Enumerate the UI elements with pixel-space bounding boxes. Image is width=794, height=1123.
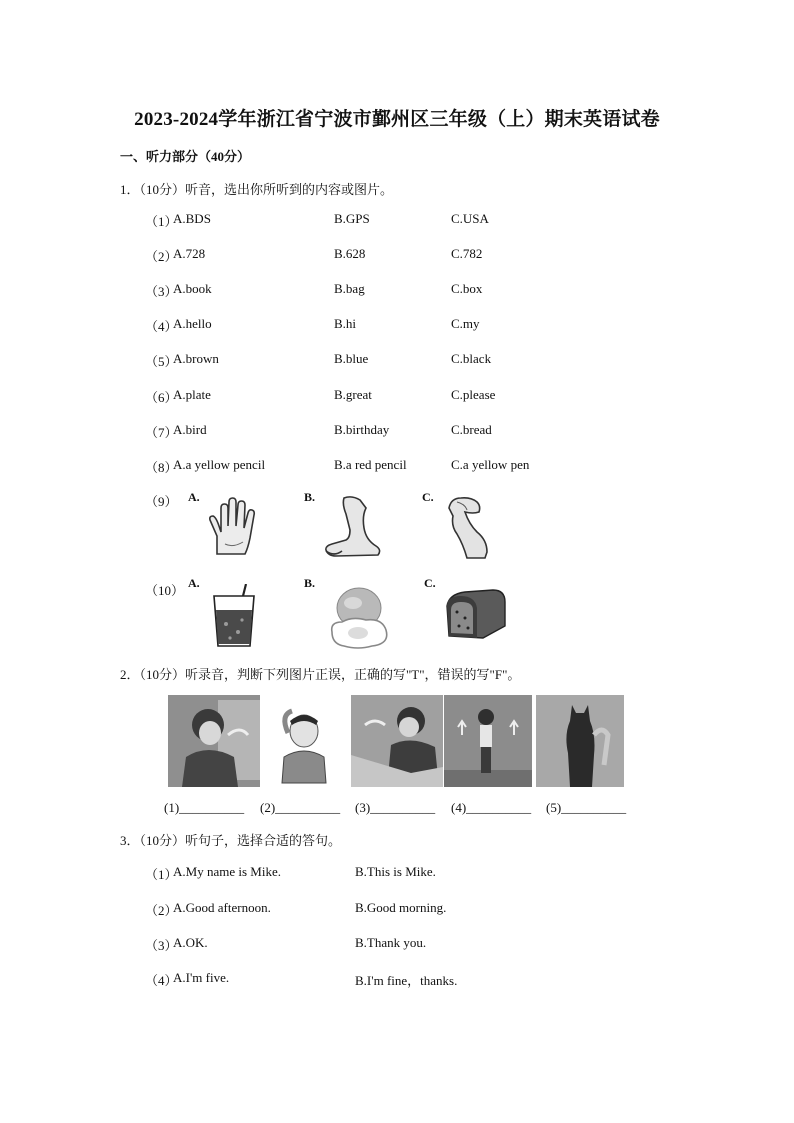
item-number: （7） [145, 425, 178, 440]
photo-5-silhouette[interactable] [536, 695, 624, 787]
option-c[interactable]: C.my [451, 316, 480, 331]
option-b[interactable]: B.I'm fine，thanks. [355, 973, 458, 988]
option-b[interactable]: B.great [334, 387, 372, 402]
option-a[interactable]: A.728 [173, 246, 206, 261]
photo-3-boy-at-desk[interactable] [351, 695, 443, 787]
option-b[interactable]: B.hi [334, 316, 357, 331]
option-c[interactable]: C.box [451, 281, 483, 296]
option-b[interactable]: B.Good morning. [355, 900, 447, 915]
photo-1-boy-touching-head[interactable] [168, 695, 260, 787]
item-number: （10） [145, 583, 185, 598]
item-number: （2） [145, 903, 178, 918]
answer-blank-2[interactable]: (2)__________ [260, 800, 341, 815]
option-a[interactable]: A.hello [173, 316, 212, 331]
item-number: （9） [145, 494, 178, 509]
option-c[interactable]: C.a yellow pen [451, 457, 530, 472]
option-a[interactable]: A.a yellow pencil [173, 457, 266, 472]
answer-blank-5[interactable]: (5)__________ [546, 800, 627, 815]
option-a[interactable]: A.plate [173, 387, 211, 402]
item-number: （3） [145, 284, 178, 299]
option-b[interactable]: B.GPS [334, 211, 370, 226]
option-c-label[interactable]: C. [424, 576, 436, 590]
question-2-stem: 2．（10分）听录音，判断下列图片正误，正确的写"T"，错误的写"F"。 [120, 667, 521, 682]
page-title: 2023-2024学年浙江省宁波市鄞州区三年级（上）期末英语试卷 [134, 109, 660, 130]
foot-picture[interactable] [322, 494, 384, 560]
item-number: （4） [145, 319, 178, 334]
egg-picture[interactable] [326, 586, 392, 650]
item-number: （8） [145, 460, 178, 475]
option-a[interactable]: A.Good afternoon. [173, 900, 271, 915]
option-c-label[interactable]: C. [422, 490, 434, 504]
answer-blank-1[interactable]: (1)__________ [164, 800, 245, 815]
option-a[interactable]: A.I'm five. [173, 970, 230, 985]
option-b-label[interactable]: B. [304, 576, 316, 590]
option-c[interactable]: C.782 [451, 246, 483, 261]
option-b[interactable]: B.628 [334, 246, 366, 261]
option-c[interactable]: C.please [451, 387, 496, 402]
option-c[interactable]: C.black [451, 351, 492, 366]
option-c[interactable]: C.USA [451, 211, 489, 226]
juice-picture[interactable] [208, 584, 264, 648]
item-number: （4） [145, 973, 178, 988]
option-a[interactable]: A.brown [173, 351, 219, 366]
photo-2-boy-touching-head[interactable] [262, 695, 348, 787]
item-number: （5） [145, 354, 178, 369]
option-b[interactable]: B.This is Mike. [355, 864, 436, 879]
hand-picture[interactable] [205, 496, 265, 558]
answer-blank-4[interactable]: (4)__________ [451, 800, 532, 815]
arm-picture[interactable] [445, 494, 495, 560]
option-a[interactable]: A.book [173, 281, 212, 296]
item-number: （6） [145, 390, 178, 405]
option-a-label[interactable]: A. [188, 576, 200, 590]
item-number: （3） [145, 938, 178, 953]
bread-picture[interactable] [443, 586, 509, 642]
photo-4-boy-standing[interactable] [444, 695, 532, 787]
item-number: （1） [145, 214, 178, 229]
option-b[interactable]: B.blue [334, 351, 369, 366]
option-a[interactable]: A.My name is Mike. [173, 864, 281, 879]
option-a[interactable]: A.bird [173, 422, 207, 437]
item-number: （1） [145, 867, 178, 882]
item-number: （2） [145, 249, 178, 264]
option-b[interactable]: B.Thank you. [355, 935, 427, 950]
option-b-label[interactable]: B. [304, 490, 316, 504]
question-1-stem: 1．（10分）听音，选出你所听到的内容或图片。 [120, 182, 394, 197]
option-b[interactable]: B.birthday [334, 422, 390, 437]
option-a[interactable]: A.OK. [173, 935, 208, 950]
section-listening-heading: 一、听力部分（40分） [120, 149, 251, 164]
question-3-stem: 3．（10分）听句子，选择合适的答句。 [120, 833, 342, 848]
option-a[interactable]: A.BDS [173, 211, 211, 226]
option-a-label[interactable]: A. [188, 490, 200, 504]
answer-blank-3[interactable]: (3)__________ [355, 800, 436, 815]
option-c[interactable]: C.bread [451, 422, 492, 437]
option-b[interactable]: B.bag [334, 281, 365, 296]
option-b[interactable]: B.a red pencil [334, 457, 407, 472]
